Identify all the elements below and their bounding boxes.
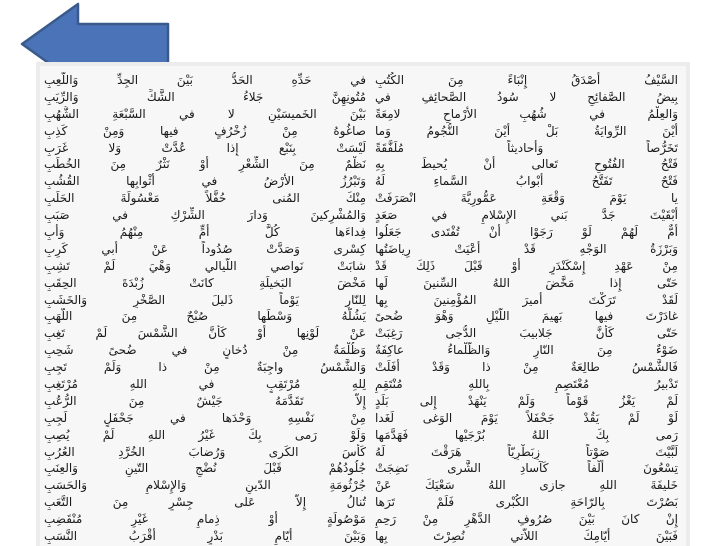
poem-line: بَيْنَ الخَميسَيْنِ لا في السَّبْعَةِ الشُّهُبِ <box>44 106 366 121</box>
poem-line: لَمْ يَغْزُ قَوْماً وَلَمْ يَنْهَدْ إِلى بَلَدٍ <box>375 393 678 408</box>
poem-line: فَتْحُ الفُتُوحِ تَعالى أَنْ يُحيطَ بِهِ <box>375 157 678 172</box>
poem-line: وَالشَّمْسُ واجِبَةٌ مِنْ ذا وَلَمْ تَجِبِ <box>44 360 366 375</box>
poem-left-column <box>44 72 366 545</box>
poem-line: غادَرْتَ فيها بَهيمَ اللَّيْلِ وَهْوَ ضُحىً <box>375 309 678 324</box>
poem-line: رَمى بِكَ اللهُ بُرْجَيْها فَهَدَّمَها <box>375 427 678 442</box>
poem-line: تِسْعُونَ أَلْفاً كَآسادِ الشَّرى نَضِجَتْ <box>375 461 678 476</box>
poem-line: أَيْنَ الرِّوايَةُ بَلْ أَيْنَ النُّجُومُ وَما <box>375 123 678 138</box>
poem-line: تَخَرُّصاً وَأَحاديثاً مُلَفَّقَةً <box>375 140 678 155</box>
poem-line: عَنْ لَوْنِها أَوْ كَأَنَّ الشَّمْسَ لَمْ تَغِبِ <box>44 326 366 341</box>
poem-line: أَبْقَيْتَ جَدَّ بَني الإِسْلامِ في صَعَدٍ <box>375 208 678 223</box>
poem-line: فَتْحٌ تَفَتَّحُ أَبْوابُ السَّماءِ لَهُ <box>375 174 678 189</box>
poem-line: وَبَرْزَةُ الوَجْهِ قَدْ أَعْيَتْ رِياضَتُها <box>375 241 678 256</box>
poem-line: جُرْثُومَةِ الدّينِ وَالإِسْلامِ وَالحَسَبِ <box>44 478 366 493</box>
poem-line: فَبَيْنَ أَيّامِكَ اللاّتي نُصِرْتَ بِها <box>375 529 678 544</box>
poem-line: وَبَيْنَ أَيّامِ بَدْرٍ أَقْرَبُ النَّسَبِ <box>44 529 366 544</box>
poem-line: وَلَوْ رَمى بِكَ غَيْرُ اللهِ لَمْ يُصِبِ <box>44 427 366 442</box>
poem-line: إِلاّ تَقَدَّمَهُ جَيْشٌ مِنَ الرُّعُبِ <box>44 393 366 408</box>
scanned-poem-page <box>36 62 690 546</box>
poem-line: مِنْ عَهْدِ إِسْكَنْدَرٍ أَوْ قَبْلَ ذَلِكَ قَدْ <box>375 258 678 273</box>
poem-line: بَصُرْتَ بِالرّاحَةِ الكُبْرى فَلَمْ تَرَها <box>375 495 678 510</box>
poem-line: كِسْرى وَصَدَّتْ صُدُوداً عَنْ أَبي كَرِبِ <box>44 241 366 256</box>
poem-line: لَبَّيْتَ صَوْتاً زِبَطْرِيّاً هَرَقْتَ لَهُ <box>375 444 678 459</box>
poem-line: لِلنّارِ يَوْماً ذَليلَ الصَّخْرِ وَالخَشَبِ <box>44 292 366 307</box>
poem-line: ضَوْءٌ مِنَ النّارِ وَالظَّلْماءُ عاكِفَةٌ <box>375 343 678 358</box>
poem-line: يَشُلُّهُ وَسْطَها صُبْحٌ مِنَ اللَّهَبِ <box>44 309 366 324</box>
poem-line: وَالعِلْمُ في شُهُبِ الأَرْماحِ لامِعَةً <box>375 106 678 121</box>
poem-line: وَظُلْمَةٌ مِنْ دُخانٍ في ضُحىً شَحِبِ <box>44 343 366 358</box>
poem-line: مُتُونِهِنَّ جَلاءُ الشَّكِّ وَالرِّيَبِ <box>44 89 366 104</box>
poem-line: وَتَبْرُزُ الأَرْضُ في أَثْوابِها القُشُبِ <box>44 174 366 189</box>
poem-line: تَدْبيرُ مُعْتَصِمٍ بِاللهِ مُنْتَقِمٍ <box>375 377 678 392</box>
poem-line: السَّيْفُ أَصْدَقُ إِنْبَاءً مِنَ الكُتُبِ <box>375 73 678 87</box>
poem-line: حَتّى كَأَنَّ جَلابيبَ الدُّجى رَغِبَتْ <box>375 326 678 341</box>
poem-line: جُلُودُهُمْ قَبْلَ نُضْجِ التّينِ وَالعِنَبِ <box>44 461 366 476</box>
poem-line: مَوْصُولَةٍ أَوْ ذِمامٍ غَيْرِ مُنْقَضِبِ <box>44 512 366 527</box>
poem-line: وَالمُشْرِكينَ وَدارَ الشِّرْكِ في صَبَبِ <box>44 208 366 223</box>
poem-line: مِنْكَ المُنى حُفَّلاً مَعْسُولَةَ الحَلَبِ <box>44 191 366 206</box>
poem-right-column <box>375 72 678 545</box>
poem-line: أُمٌّ لَهُمْ لَوْ رَجَوْا أَنْ تُفْتَدى جَعَلُوا <box>375 225 678 240</box>
poem-line: لَوْ لَمْ يَقُدْ جَحْفَلاً يَوْمَ الوَغى لَغَدا <box>375 410 678 425</box>
poem-line: نَظْمٌ مِنَ الشِّعْرِ أَوْ نَثْرٌ مِنَ الخُطَبِ <box>44 157 366 172</box>
poem-line: لِلهِ مُرْتَقِبٍ في اللهِ مُرْتَغِبِ <box>44 377 366 392</box>
poem-line: فِداءَها كُلَّ أُمٍّ مِنْهُمُ وَأَبِ <box>44 225 366 240</box>
poem-line: تُنالُ إِلاّ عَلى جِسْرٍ مِنَ التَّعَبِ <box>44 495 366 510</box>
poem-line: يا يَوْمَ وَقْعَةِ عَمُّورِيَّةَ انْصَرَفَتْ <box>375 191 678 206</box>
poem-line: شابَتْ نَواصي اللَّيالي وَهْيَ لَمْ تَشِبِ <box>44 258 366 273</box>
poem-line: مِنْ نَفْسِهِ وَحْدَها في جَحْفَلٍ لَجِبِ <box>44 410 366 425</box>
poem-line: إِنْ كانَ بَيْنَ صُرُوفِ الدَّهْرِ مِنْ رَحِمٍ <box>375 512 678 527</box>
poem-line: فَالشَّمْسُ طالِعَةٌ مِنْ ذا وَقَدْ أَفَلَتْ <box>375 360 678 375</box>
poem-line: خَليفَةَ اللهِ جازى اللهُ سَعْيَكَ عَنْ <box>375 478 678 493</box>
poem-line: كَأْسَ الكَرى وَرُضابَ الخُرَّدِ العُرُبِ <box>44 444 366 459</box>
poem-line: في حَدِّهِ الحَدُّ بَيْنَ الجِدِّ وَاللَّعِبِ <box>44 73 366 87</box>
poem-line: مَخْضَ البَخيلَةِ كانَتْ زُبْدَةَ الحِقَبِ <box>44 275 366 290</box>
poem-line: حَتّى إِذا مَخَّضَ اللهُ السِّنينَ لَها <box>375 275 678 290</box>
poem-line: لَقَدْ تَرَكْتَ أَميرَ المُؤْمِنينَ بِها <box>375 292 678 307</box>
poem-line: صاغُوهُ مِنْ زُخْرُفٍ فيها وَمِنْ كَذِبِ <box>44 123 366 138</box>
poem-line: لَيْسَتْ بِنَبْعٍ إِذا عُدَّتْ وَلا غَرَبِ <box>44 140 366 155</box>
poem-line: بِيضُ الصَّفائِحِ لا سُودُ الصَّحائِفِ في <box>375 89 678 104</box>
page-paper <box>40 66 686 546</box>
